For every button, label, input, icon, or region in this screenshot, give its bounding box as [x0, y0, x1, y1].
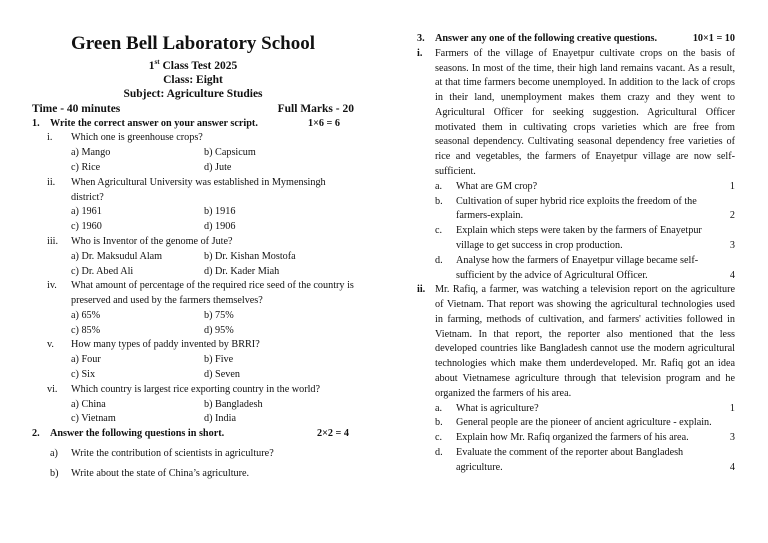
creative-part: [435, 446, 735, 476]
part-mark: 4: [729, 461, 735, 473]
question-title: Answer any one of the following creative questions.: [435, 33, 658, 44]
mcq-item: [32, 235, 354, 279]
creative-part: [435, 224, 735, 254]
short-question-text: Write about the state of China’s agriculture.: [71, 467, 250, 479]
school-name: Green Bell Laboratory School: [71, 33, 315, 54]
mcq-option: c) 85%: [71, 324, 101, 336]
short-question: [50, 447, 354, 462]
class-label: Class: Eight: [163, 74, 223, 86]
short-question-text: Write the contribution of scientists in agriculture?: [71, 447, 274, 459]
creative-question: [417, 283, 735, 475]
part-letter: b.: [435, 195, 443, 207]
part-text: What is agriculture?: [456, 402, 539, 414]
mcq-option: b) 1916: [204, 206, 236, 218]
mcq-option: a) China: [71, 398, 106, 410]
creative-part: [435, 431, 735, 446]
mcq-number: ii.: [47, 176, 56, 188]
mcq-option: b) Dr. Kishan Mostofa: [204, 250, 296, 262]
part-text: What are GM crop?: [456, 180, 538, 192]
mcq-option: b) Bangladesh: [204, 398, 263, 410]
short-question: [50, 467, 354, 482]
mcq-option: c) Six: [71, 368, 96, 380]
part-mark: 2: [729, 210, 735, 222]
part-letter: d.: [435, 254, 443, 266]
question-3-header: [417, 32, 735, 47]
subject-label: Subject: Agriculture Studies: [123, 88, 263, 101]
mcq-option: b) Five: [204, 354, 234, 366]
part-text: Explain which steps were taken by the farmers of Enayetpur village to get success in crop production.: [456, 225, 702, 251]
mcq-question: Who is Inventor of the genome of Jute?: [71, 235, 233, 247]
mcq-option: c) Vietnam: [71, 413, 116, 425]
mcq-option: d) Jute: [204, 162, 232, 174]
mcq-item: [32, 176, 354, 235]
mcq-item: [32, 383, 354, 427]
creative-part: [435, 254, 735, 284]
part-mark: 3: [729, 239, 735, 251]
mcq-item: [32, 131, 354, 175]
mcq-question: Which country is largest rice exporting country in the world?: [71, 383, 321, 395]
mcq-option: d) 95%: [204, 324, 234, 336]
mcq-list: [32, 131, 354, 427]
mcq-option: b) Capsicum: [204, 147, 256, 159]
part-letter: b.: [435, 417, 443, 429]
mcq-question: When Agricultural University was established in Mymensingh district?: [71, 176, 326, 203]
part-mark: 4: [729, 269, 735, 281]
full-marks-label: Full Marks - 20: [277, 102, 354, 115]
mcq-question: How many types of paddy invented by BRRI?: [71, 339, 260, 351]
mcq-number: iii.: [47, 235, 59, 247]
part-letter: a.: [435, 180, 443, 192]
left-column: [32, 33, 354, 481]
part-letter: a.: [435, 402, 443, 414]
part-text: Analyse how the farmers of Enayetpur village became self-sufficient by the advice of Agricultural Officer.: [456, 254, 699, 281]
test-name-rest: Class Test 2025: [159, 59, 238, 72]
time-marks-row: [32, 102, 354, 117]
creative-number: i.: [417, 47, 423, 59]
mcq-question: What amount of percentage of the required rice seed of the country is preserved and used by the farmers themselves?: [71, 280, 354, 307]
mcq-option: a) Dr. Maksudul Alam: [71, 250, 163, 262]
question-title: Answer the following questions in short.: [50, 428, 225, 440]
part-letter: d.: [435, 446, 443, 458]
time-label: Time - 40 minutes: [32, 102, 121, 115]
mcq-number: v.: [47, 339, 54, 351]
mcq-option: a) Mango: [71, 147, 111, 159]
question-marks: 10×1 = 10: [692, 33, 735, 44]
mcq-number: vi.: [47, 383, 58, 395]
test-ordinal: 1: [148, 59, 155, 72]
part-letter: c.: [435, 225, 443, 237]
mcq-option: c) Rice: [71, 162, 101, 174]
test-ordinal-suffix: st: [154, 57, 160, 66]
part-text: Cultivation of super hybrid rice exploits the freedom of the farmers-explain.: [456, 195, 697, 222]
short-question-letter: a): [50, 447, 58, 459]
mcq-number: iv.: [47, 280, 57, 292]
mcq-option: d) 1906: [204, 221, 236, 233]
test-name: [32, 58, 354, 73]
mcq-option: d) Dr. Kader Miah: [204, 265, 280, 277]
creative-stem: Mr. Rafiq, a farmer, was watching a television report on the agriculture of Vietnam. That report was showing the agricultural technologies used in farming, methods of cultivation, and farmers' activities followed in Vietnam. In that report, the reporter also mentioned that the less developed countries like Bangladesh cannot use the modern agricultural technologies which make them underdeveloped. Mr. Rafiq got an idea about Vietnamese agriculture through that television program and he organized the farmers of his area.: [435, 284, 735, 399]
question-1-header: [32, 117, 354, 132]
short-question-letter: b): [50, 467, 59, 479]
part-mark: 3: [729, 432, 735, 444]
part-text: Evaluate the comment of the reporter about Bangladesh agriculture.: [456, 446, 684, 473]
creative-part: [435, 402, 735, 417]
part-mark: 1: [729, 402, 735, 414]
question-number: 2.: [32, 428, 40, 440]
mcq-question: Which one is greenhouse crops?: [71, 132, 203, 144]
mcq-option: c) Dr. Abed Ali: [71, 265, 134, 277]
mcq-item: [32, 338, 354, 382]
mcq-option: a) Four: [71, 354, 101, 366]
creative-part: [435, 180, 735, 195]
part-letter: c.: [435, 432, 443, 444]
part-mark: 1: [729, 180, 735, 192]
creative-stem: Farmers of the village of Enayetpur cultivate crops on the basis of seasons. In most of the time, their high land remains vacant. As a result, at that time farmers become unemployed. In addition to the lack of crops in their land, unemployment makes them crazy and they went to Agricultural Officer for seeking suggestion. Agricultural Officer motivated them in cultivating crops varieties which are free from seasonal dependency. Cultivating seasonal dependency free varieties of rice and vegetables, the farmers of Enayetpur village are now self-sufficient.: [435, 47, 735, 178]
question-number: 1.: [32, 117, 40, 129]
right-column: [417, 32, 735, 475]
mcq-option: d) India: [204, 413, 236, 425]
question-marks: 1×6 = 6: [308, 117, 340, 129]
creative-question: [417, 47, 735, 284]
question-number: 3.: [417, 33, 425, 44]
creative-number: ii.: [417, 284, 426, 296]
question-title: Write the correct answer on your answer script.: [50, 117, 258, 129]
mcq-item: [32, 279, 354, 338]
creative-part: [435, 416, 735, 431]
part-text: General people are the pioneer of ancient agriculture - explain.: [456, 417, 712, 429]
mcq-number: i.: [47, 132, 53, 144]
mcq-option: d) Seven: [204, 368, 240, 380]
question-2-header: [32, 427, 354, 442]
creative-part: [435, 195, 735, 225]
mcq-option: a) 65%: [71, 309, 101, 321]
part-text: Explain how Mr. Rafiq organized the farmers of his area.: [456, 432, 689, 444]
mcq-option: b) 75%: [204, 309, 234, 321]
mcq-option: c) 1960: [71, 221, 102, 233]
mcq-option: a) 1961: [71, 206, 102, 218]
question-marks: 2×2 = 4: [317, 428, 349, 440]
